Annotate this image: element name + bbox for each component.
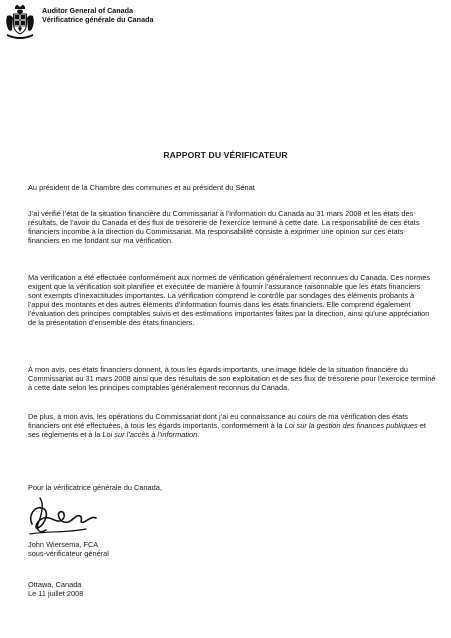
paragraph-scope: J’ai vérifié l’état de la situation financière du Commissariat à l’information du Canada au 31 mars 2008 et les états des résultats, de l’avoir du Canada et des flux de trésorerie de l’exercice terminé à cette date. La responsabilité de ces états financiers incombe à la direction du Commissariat. Ma responsabilité consiste à exprimer une opinion sur ces états financiers en me fondant sur ma vérification. xyxy=(28,209,420,245)
organization-name-fr: Vérificatrice générale du Canada xyxy=(42,15,154,24)
organization-name-en: Auditor General of Canada xyxy=(42,6,134,15)
city: Ottawa, Canada xyxy=(28,580,82,589)
closing-line: Pour la vérificatrice générale du Canada, xyxy=(28,483,162,492)
coat-of-arms-icon xyxy=(4,4,36,40)
paragraph-audit-standards: Ma vérification a été effectuée conformément aux normes de vérification généralement reconnues du Canada. Ces normes exigent que la vérification soit planifiée et exécutée de manière à fournir l’assurance raisonnable que les états financiers sont exempts d’inexactitudes importantes. La vérification comprend le contrôle par sondages des éléments probants à l’appui des montants et des autres éléments d’information fournis dans les états financiers. Elle comprend également l’évaluation des principes comptables suivis et des estimations importantes faites par la direction, ainsi qu’une appréciation de la présentation d’ensemble des états financiers. xyxy=(28,273,431,327)
place-date-block xyxy=(28,580,436,599)
law-public-finance: Loi sur la gestion des finances publiques xyxy=(284,420,418,430)
signer-block xyxy=(28,540,436,559)
organization-name xyxy=(42,6,153,24)
paragraph-opinion: À mon avis, ces états financiers donnent, à tous les égards importants, une image fidèle de la situation financière du Commissariat au 31 mars 2008 ainsi que des résultats de son exploitation et de ses flux de trésorerie pour l’exercice terminé à cette date selon les principes comptables généralement reconnus du Canada. xyxy=(28,365,436,392)
handwritten-signature xyxy=(26,494,102,538)
signer-title: sous-vérificateur général xyxy=(28,549,109,559)
date: Le 11 juillet 2008 xyxy=(28,589,84,599)
report-title: RAPPORT DU VÉRIFICATEUR xyxy=(163,150,288,160)
paragraph-compliance xyxy=(28,413,436,440)
compliance-text-b: et ses règlements et à la xyxy=(28,420,426,439)
compliance-text-c: . xyxy=(197,429,200,439)
signer-name: John Wiersema, FCA xyxy=(28,540,99,549)
addressee: Au président de la Chambre des communes et au président du Sénat xyxy=(28,183,255,192)
compliance-text-a: De plus, à mon avis, les opérations du Commissariat dont j’ai eu connaissance au cours de ma vérification des états financiers ont été effectuées, à tous les égards importants, conformément à la xyxy=(28,412,408,430)
letterhead xyxy=(4,4,153,40)
law-access-information: Loi sur l’accès à l’information xyxy=(102,429,198,439)
